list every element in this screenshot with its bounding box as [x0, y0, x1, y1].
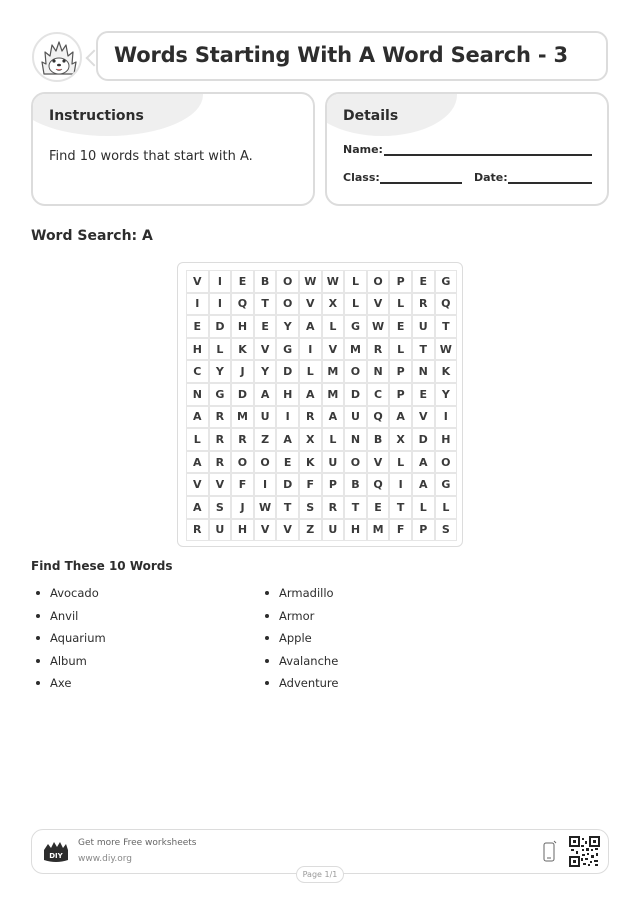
grid-cell[interactable]: O [367, 270, 390, 293]
grid-cell[interactable]: R [209, 451, 232, 474]
grid-cell[interactable]: U [412, 315, 435, 338]
grid-cell[interactable]: P [389, 383, 412, 406]
grid-cell[interactable]: A [186, 406, 209, 429]
grid-cell[interactable]: P [322, 473, 345, 496]
title-bubble [96, 31, 608, 81]
grid-cell[interactable]: O [435, 451, 458, 474]
grid-cell[interactable]: E [389, 315, 412, 338]
grid-cell[interactable]: V [254, 519, 277, 542]
grid-cell[interactable]: G [209, 383, 232, 406]
grid-cell[interactable]: A [299, 383, 322, 406]
grid-cell[interactable]: V [299, 293, 322, 316]
grid-cell[interactable]: Y [254, 360, 277, 383]
grid-cell[interactable]: V [412, 406, 435, 429]
word-list-left [36, 582, 106, 695]
grid-cell[interactable]: G [276, 338, 299, 361]
grid-cell[interactable]: E [254, 315, 277, 338]
diy-logo-icon[interactable] [42, 840, 70, 864]
word-list-item: Apple [265, 627, 338, 650]
word-search-grid-container [177, 262, 463, 547]
grid-cell[interactable]: K [299, 451, 322, 474]
grid-cell[interactable]: L [322, 428, 345, 451]
grid-cell[interactable]: P [389, 360, 412, 383]
grid-cell[interactable]: F [231, 473, 254, 496]
grid-cell[interactable]: H [186, 338, 209, 361]
instructions-text: Find 10 words that start with A. [49, 149, 253, 164]
class-field[interactable] [380, 182, 462, 184]
grid-cell[interactable]: U [254, 406, 277, 429]
grid-cell[interactable]: E [276, 451, 299, 474]
grid-cell[interactable]: L [412, 496, 435, 519]
grid-cell[interactable]: L [299, 360, 322, 383]
grid-cell[interactable]: U [322, 519, 345, 542]
grid-cell[interactable]: A [186, 496, 209, 519]
grid-cell[interactable]: X [389, 428, 412, 451]
grid-cell[interactable]: A [389, 406, 412, 429]
grid-cell[interactable]: E [231, 270, 254, 293]
grid-cell[interactable]: A [412, 451, 435, 474]
grid-cell[interactable]: T [412, 338, 435, 361]
grid-cell[interactable]: O [276, 293, 299, 316]
grid-cell[interactable]: R [209, 428, 232, 451]
grid-cell[interactable]: D [276, 473, 299, 496]
grid-cell[interactable]: H [231, 315, 254, 338]
grid-cell[interactable]: M [367, 519, 390, 542]
grid-cell[interactable]: Q [435, 293, 458, 316]
grid-cell[interactable]: F [389, 519, 412, 542]
grid-cell[interactable]: K [231, 338, 254, 361]
grid-cell[interactable]: A [412, 473, 435, 496]
grid-cell[interactable]: T [344, 496, 367, 519]
grid-cell[interactable]: H [344, 519, 367, 542]
grid-cell[interactable]: D [412, 428, 435, 451]
grid-cell[interactable]: D [231, 383, 254, 406]
grid-cell[interactable]: L [186, 428, 209, 451]
grid-cell[interactable]: S [299, 496, 322, 519]
grid-cell[interactable]: T [254, 293, 277, 316]
grid-cell[interactable]: O [344, 451, 367, 474]
grid-cell[interactable]: R [367, 338, 390, 361]
grid-cell[interactable]: I [209, 293, 232, 316]
word-list-item: Aquarium [36, 627, 106, 650]
word-list-item: Anvil [36, 605, 106, 628]
grid-cell[interactable]: Q [231, 293, 254, 316]
grid-cell[interactable]: X [299, 428, 322, 451]
grid-cell[interactable]: K [435, 360, 458, 383]
grid-cell[interactable]: Y [435, 383, 458, 406]
word-list-item: Avocado [36, 582, 106, 605]
grid-cell[interactable]: J [231, 496, 254, 519]
word-list-item: Avalanche [265, 650, 338, 673]
grid-cell[interactable]: R [186, 519, 209, 542]
instructions-heading: Instructions [49, 108, 144, 124]
grid-cell[interactable]: I [276, 406, 299, 429]
grid-cell[interactable]: N [412, 360, 435, 383]
grid-cell[interactable]: Z [299, 519, 322, 542]
grid-cell[interactable]: M [322, 360, 345, 383]
mascot-avatar [32, 32, 82, 82]
grid-cell[interactable]: U [344, 406, 367, 429]
grid-cell[interactable]: X [322, 293, 345, 316]
grid-cell[interactable]: A [299, 315, 322, 338]
qr-code-icon[interactable] [569, 836, 600, 867]
grid-cell[interactable]: I [389, 473, 412, 496]
grid-cell[interactable]: I [435, 406, 458, 429]
word-list-item: Adventure [265, 672, 338, 695]
grid-cell[interactable]: U [322, 451, 345, 474]
grid-cell[interactable]: Q [367, 406, 390, 429]
grid-cell[interactable]: E [412, 383, 435, 406]
grid-cell[interactable]: I [299, 338, 322, 361]
grid-cell[interactable]: L [344, 270, 367, 293]
grid-cell[interactable]: V [276, 519, 299, 542]
footer-promo-text: Get more Free worksheets [78, 838, 197, 848]
grid-cell[interactable]: D [276, 360, 299, 383]
grid-cell[interactable]: Y [209, 360, 232, 383]
grid-cell[interactable]: B [367, 428, 390, 451]
grid-cell[interactable]: A [186, 451, 209, 474]
grid-cell[interactable]: A [322, 406, 345, 429]
grid-cell[interactable]: Q [367, 473, 390, 496]
word-list-heading: Find These 10 Words [31, 559, 173, 573]
grid-cell[interactable]: V [254, 338, 277, 361]
grid-cell[interactable]: T [276, 496, 299, 519]
word-list-right [265, 582, 338, 695]
grid-cell[interactable]: J [231, 360, 254, 383]
grid-cell[interactable]: V [367, 451, 390, 474]
page-indicator: Page 1/1 [296, 866, 344, 883]
word-list-item: Album [36, 650, 106, 673]
details-panel [325, 92, 609, 206]
grid-cell[interactable]: U [209, 519, 232, 542]
date-label: Date: [474, 171, 508, 184]
details-heading: Details [343, 108, 399, 124]
grid-cell[interactable]: P [412, 519, 435, 542]
grid-cell[interactable]: Y [276, 315, 299, 338]
name-field[interactable] [384, 154, 592, 156]
grid-cell[interactable]: W [299, 270, 322, 293]
grid-cell[interactable]: T [435, 315, 458, 338]
grid-cell[interactable]: R [231, 428, 254, 451]
grid-cell[interactable]: H [276, 383, 299, 406]
grid-cell[interactable]: W [254, 496, 277, 519]
grid-cell[interactable]: N [186, 383, 209, 406]
grid-cell[interactable]: P [389, 270, 412, 293]
grid-cell[interactable]: I [209, 270, 232, 293]
grid-cell[interactable]: L [344, 293, 367, 316]
grid-cell[interactable]: N [344, 428, 367, 451]
grid-cell[interactable]: S [209, 496, 232, 519]
grid-cell[interactable]: V [186, 270, 209, 293]
grid-cell[interactable]: R [209, 406, 232, 429]
grid-cell[interactable]: V [186, 473, 209, 496]
grid-cell[interactable]: E [412, 270, 435, 293]
diy-logo-text: DIY [49, 852, 63, 860]
grid-cell[interactable]: T [389, 496, 412, 519]
grid-cell[interactable]: Z [254, 428, 277, 451]
grid-cell[interactable]: M [322, 383, 345, 406]
grid-cell[interactable]: L [389, 338, 412, 361]
grid-cell[interactable]: H [231, 519, 254, 542]
instructions-panel [31, 92, 315, 206]
grid-cell[interactable]: R [412, 293, 435, 316]
word-list-item: Armadillo [265, 582, 338, 605]
grid-cell[interactable]: A [276, 428, 299, 451]
grid-cell[interactable]: E [367, 496, 390, 519]
grid-cell[interactable]: L [389, 293, 412, 316]
grid-cell[interactable]: O [276, 270, 299, 293]
word-list-item: Armor [265, 605, 338, 628]
grid-cell[interactable]: L [322, 315, 345, 338]
grid-cell[interactable]: I [186, 293, 209, 316]
grid-cell[interactable]: I [254, 473, 277, 496]
grid-cell[interactable]: L [389, 451, 412, 474]
name-label: Name: [343, 143, 383, 156]
phone-icon [543, 840, 557, 862]
grid-cell[interactable]: G [435, 473, 458, 496]
grid-cell[interactable]: L [435, 496, 458, 519]
word-list-item: Axe [36, 672, 106, 695]
grid-cell[interactable]: O [344, 360, 367, 383]
grid-cell[interactable]: W [435, 338, 458, 361]
grid-cell[interactable]: W [322, 270, 345, 293]
grid-cell[interactable]: V [209, 473, 232, 496]
grid-cell[interactable]: H [435, 428, 458, 451]
page-title: Words Starting With A Word Search - 3 [114, 43, 568, 67]
grid-cell[interactable]: N [367, 360, 390, 383]
grid-cell[interactable]: E [186, 315, 209, 338]
grid-cell[interactable]: R [299, 406, 322, 429]
grid-cell[interactable]: M [344, 338, 367, 361]
grid-cell[interactable]: M [231, 406, 254, 429]
grid-cell[interactable]: F [299, 473, 322, 496]
grid-cell[interactable]: S [435, 519, 458, 542]
grid-cell[interactable]: B [254, 270, 277, 293]
word-search-grid [186, 270, 457, 541]
grid-cell[interactable]: A [254, 383, 277, 406]
grid-cell[interactable]: G [435, 270, 458, 293]
grid-cell[interactable]: O [231, 451, 254, 474]
date-field[interactable] [508, 182, 592, 184]
grid-cell[interactable]: V [367, 293, 390, 316]
grid-cell[interactable]: C [186, 360, 209, 383]
grid-cell[interactable]: L [209, 338, 232, 361]
grid-cell[interactable]: R [322, 496, 345, 519]
grid-cell[interactable]: V [322, 338, 345, 361]
grid-cell[interactable]: C [367, 383, 390, 406]
grid-cell[interactable]: D [344, 383, 367, 406]
footer-url-link[interactable]: www.diy.org [78, 854, 132, 864]
word-search-heading: Word Search: A [31, 228, 153, 244]
grid-cell[interactable]: O [254, 451, 277, 474]
grid-cell[interactable]: D [209, 315, 232, 338]
class-label: Class: [343, 171, 380, 184]
grid-cell[interactable]: W [367, 315, 390, 338]
grid-cell[interactable]: B [344, 473, 367, 496]
furry-monster-mascot-icon [34, 34, 82, 82]
grid-cell[interactable]: G [344, 315, 367, 338]
